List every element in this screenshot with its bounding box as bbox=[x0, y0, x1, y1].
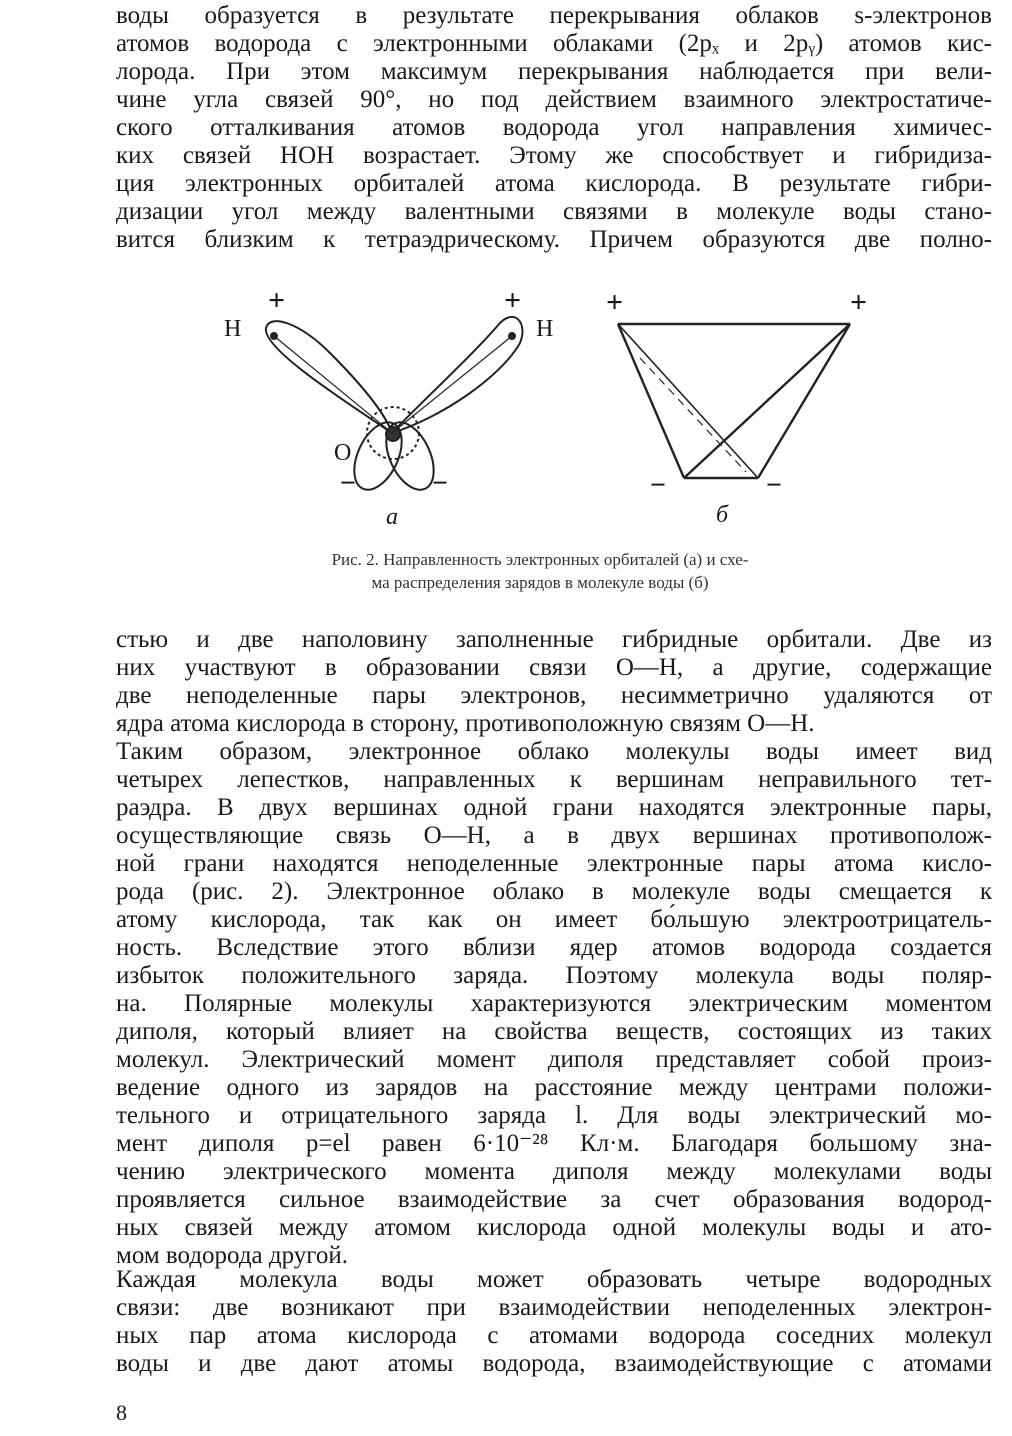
text-line: ность. Вследствие этого вблизи ядер атомов водорода создается bbox=[116, 934, 992, 961]
panel-a-o: О bbox=[334, 440, 352, 466]
text-line: ных пар атома кислорода с атомами водорода соседних молекул bbox=[116, 1322, 992, 1349]
text-line: Каждая молекула воды может образовать четыре водородных bbox=[116, 1266, 992, 1293]
panel-a-plus-right: + bbox=[504, 284, 522, 317]
bond-line-left bbox=[274, 336, 392, 433]
paragraph-2 bbox=[116, 626, 992, 1270]
panel-a-h-right: Н bbox=[536, 316, 554, 342]
panel-b-plus-left: + bbox=[606, 286, 624, 319]
hydrogen-nucleus-right bbox=[509, 333, 515, 339]
panel-a-label: а bbox=[386, 504, 398, 530]
text-line: связи: две возникают при взаимодействии неподеленных электрон- bbox=[116, 1294, 992, 1321]
figure-caption bbox=[200, 548, 880, 594]
panel-b-label: б bbox=[716, 502, 729, 528]
text-line: мент диполя p=el равен 6·10⁻²⁸ Кл·м. Благодаря большому зна- bbox=[116, 1130, 992, 1157]
panel-b-minus-right: − bbox=[766, 470, 782, 501]
figure-2-drawing bbox=[210, 284, 890, 530]
text-line: тельного и отрицательного заряда l. Для воды электрический мо- bbox=[116, 1102, 992, 1129]
text-line: ведение одного из зарядов на расстояние между центрами положи- bbox=[116, 1074, 992, 1101]
panel-a-minus-left: − bbox=[340, 468, 356, 499]
text-line: ского отталкивания атомов водорода угол направления химичес- bbox=[116, 114, 992, 141]
edge-left bbox=[618, 324, 684, 478]
hydrogen-nucleus-left bbox=[271, 333, 277, 339]
text-line: атомов водорода с электронными облаками (2pₓ и 2pᵧ) атомов кис- bbox=[116, 30, 992, 57]
panel-b-minus-left: − bbox=[650, 470, 666, 501]
text-line: молекул. Электрический момент диполя представляет собой произ- bbox=[116, 1046, 992, 1073]
text-line: вится близким к тетраэдрическому. Причем образуются две полно- bbox=[116, 226, 992, 253]
text-line: чению электрического момента диполя между молекулами воды bbox=[116, 1158, 992, 1185]
text-line: на. Полярные молекулы характеризуются электрическим моментом bbox=[116, 990, 992, 1017]
text-line: лорода. При этом максимум перекрывания наблюдается при вели- bbox=[116, 58, 992, 85]
page-number: 8 bbox=[116, 1400, 127, 1425]
text-line: воды образуется в результате перекрывания облаков s-электронов bbox=[116, 2, 992, 29]
orbital-lobe-left bbox=[266, 321, 392, 433]
edge-left-inner bbox=[618, 324, 758, 478]
paragraph-3 bbox=[116, 1266, 992, 1378]
text-line: чине угла связей 90°, но под действием взаимного электростатиче- bbox=[116, 86, 992, 113]
caption-line: Рис. 2. Направленность электронных орбиталей (а) и схе- bbox=[331, 550, 749, 569]
text-line: проявляется сильное взаимодействие за счет образования водород- bbox=[116, 1186, 992, 1213]
panel-b-tetrahedron bbox=[618, 324, 850, 478]
panel-a-minus-right: − bbox=[432, 468, 448, 499]
text-line: воды и две дают атомы водорода, взаимодействующие с атомами bbox=[116, 1350, 992, 1377]
paragraph-1 bbox=[116, 2, 992, 254]
figure-2 bbox=[210, 284, 890, 530]
text-line: них участвуют в образовании связи О—Н, а другие, содержащие bbox=[116, 654, 992, 681]
text-line: ных связей между атомом кислорода одной молекулы воды и ато- bbox=[116, 1214, 992, 1241]
text-line: диполя, который влияет на свойства веществ, состоящих из таких bbox=[116, 1018, 992, 1045]
text-line: Таким образом, электронное облако молекулы воды имеет вид bbox=[116, 738, 992, 765]
text-line: две неподеленные пары электронов, несимметрично удаляются от bbox=[116, 682, 992, 709]
text-line: осуществляющие связь О—Н, а в двух вершинах противополож- bbox=[116, 822, 992, 849]
text-line: мом водорода другой. bbox=[116, 1242, 349, 1269]
panel-a-plus-left: + bbox=[268, 284, 286, 317]
text-line: ной грани находятся неподеленные электронные пары атома кисло- bbox=[116, 850, 992, 877]
text-line: ядра атома кислорода в сторону, противоположную связям О—Н. bbox=[116, 710, 815, 737]
text-line: ция электронных орбиталей атома кислорода. В результате гибри- bbox=[116, 170, 992, 197]
orbital-lobe-right bbox=[392, 317, 522, 433]
text-line: дизации угол между валентными связями в молекуле воды стано- bbox=[116, 198, 992, 225]
edge-right-outer bbox=[758, 324, 850, 478]
text-line: раэдра. В двух вершинах одной грани находятся электронные пары, bbox=[116, 794, 992, 821]
edge-right-inner bbox=[684, 324, 850, 478]
text-line: атому кислорода, так как он имеет бо́льшую электроотрицатель- bbox=[116, 906, 992, 933]
text-line: ких связей НОН возрастает. Этому же способствует и гибридиза- bbox=[116, 142, 992, 169]
panel-a-orbitals bbox=[266, 317, 523, 497]
caption-line: ма распределения зарядов в молекуле воды (б) bbox=[371, 573, 709, 592]
text-line: четырех лепестков, направленных к вершинам неправильного тет- bbox=[116, 766, 992, 793]
panel-b-plus-right: + bbox=[850, 286, 868, 319]
text-line: стью и две наполовину заполненные гибридные орбитали. Две из bbox=[116, 626, 992, 653]
panel-a-h-left: Н bbox=[224, 316, 242, 342]
text-line: рода (рис. 2). Электронное облако в молекуле воды смещается к bbox=[116, 878, 992, 905]
bond-line-right bbox=[392, 336, 512, 433]
text-line: избыток положительного заряда. Поэтому молекула воды поляр- bbox=[116, 962, 992, 989]
